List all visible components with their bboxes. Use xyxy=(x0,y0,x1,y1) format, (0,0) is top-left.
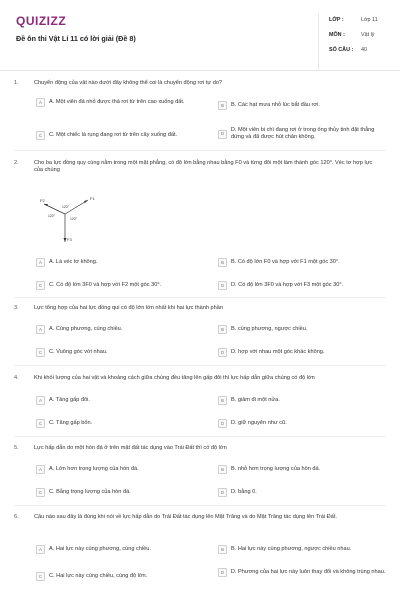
option-a-text: A. Cùng phương, cùng chiều. xyxy=(49,325,123,332)
option-c-text: C. Vuông góc với nhau. xyxy=(49,348,108,355)
option-d-text: D. Một viên bi chì đang rơi ở trong ống thủy tinh đặt thẳng đứng và đã được hút chân không. xyxy=(230,127,375,141)
option-c-text: C. Hai lực này cùng chiều, cùng độ lớn. xyxy=(49,572,148,579)
option-b-text: B. cùng phương, ngược chiều. xyxy=(231,325,308,332)
divider xyxy=(14,505,386,506)
option-d-box: D xyxy=(218,348,227,357)
option-a[interactable] xyxy=(36,258,97,267)
option-b-box: B xyxy=(218,396,227,405)
option-b-text: B. giảm đi một nửa. xyxy=(231,396,280,403)
option-c-text: C. Tăng gấp bốn. xyxy=(49,419,93,426)
option-d-box: D xyxy=(218,488,227,497)
option-b-text: B. Hai lực này cùng phương, ngược chiều nhau. xyxy=(231,545,352,552)
option-b-box: B xyxy=(218,325,227,334)
option-c-box: C xyxy=(36,488,45,497)
meta-class-label: LỚP : xyxy=(329,17,344,24)
label-f1: F1 xyxy=(90,196,95,201)
option-b-box: B xyxy=(218,545,227,554)
force-diagram xyxy=(40,192,110,246)
option-c-text: C. Có độ lớn 3F0 và hợp với F2 một góc 30°. xyxy=(49,281,162,288)
meta-subject-label: MÔN : xyxy=(329,32,345,39)
question-number: 1. xyxy=(14,80,19,86)
option-c-box: C xyxy=(36,281,45,290)
option-c[interactable] xyxy=(36,419,92,428)
divider xyxy=(14,365,386,366)
arrowhead-icon xyxy=(84,200,88,203)
option-c-box: C xyxy=(36,348,45,357)
question-text: Chuyển động của vật nào dưới đây không thể coi là chuyển động rơi tự do? xyxy=(34,80,223,86)
page-header xyxy=(0,0,400,71)
question-number: 2. xyxy=(14,160,19,166)
option-d-box: D xyxy=(218,419,227,428)
question-number: 4. xyxy=(14,375,19,381)
question-text: Khi khối lượng của hai vật và khoảng cách giữa chúng đều tăng lên gấp đôi thì lực hấp dẫn giữa chúng có độ lớn xyxy=(34,375,315,381)
option-d-box: D xyxy=(218,281,227,290)
option-a[interactable] xyxy=(36,396,90,405)
option-a[interactable] xyxy=(36,465,139,474)
option-c-text: C. Bằng trọng lượng của hòn đá. xyxy=(49,488,131,495)
option-b-box: B xyxy=(218,101,227,110)
option-a[interactable] xyxy=(36,98,206,107)
option-b[interactable] xyxy=(218,325,307,334)
option-a-text: A. Là véc tơ không. xyxy=(49,258,98,265)
meta-count-value: 40 xyxy=(361,47,367,54)
page-title: Đề ôn thi Vật Lí 11 có lời giải (Đề 8) xyxy=(16,34,136,43)
quizizz-logo: QUIZIZZ xyxy=(16,14,67,28)
option-d[interactable] xyxy=(218,281,343,290)
option-a-box: A xyxy=(36,545,45,554)
meta-subject xyxy=(329,29,399,43)
meta-question-count xyxy=(329,44,399,58)
option-b-box: B xyxy=(218,465,227,474)
option-d-box: D xyxy=(218,130,227,139)
divider xyxy=(14,436,386,437)
option-b-box: B xyxy=(218,258,227,267)
option-a-box: A xyxy=(36,258,45,267)
option-d[interactable] xyxy=(218,568,388,577)
option-a-text: A. Một viên đá nhỏ được thả rơi từ trên cao xuống đất. xyxy=(49,98,185,105)
question-text: Câu nào sau đây là đúng khi nói về lực hấp dẫn do Trái Đất tác dụng lên Mặt Trăng và do Mặt Trăng tác dụng lên Trái Đất. xyxy=(34,514,337,520)
meta-class-value: Lớp 11 xyxy=(361,17,378,24)
option-c[interactable] xyxy=(36,348,108,357)
option-b-text: B. Có độ lớn F0 và hợp với F1 một góc 30°. xyxy=(231,258,340,265)
angle-label: 120° xyxy=(70,217,78,221)
option-b[interactable] xyxy=(218,258,340,267)
option-d[interactable] xyxy=(218,419,287,428)
option-d-text: D. Có độ lớn 3F0 và hợp với F3 một góc 30°. xyxy=(231,281,344,288)
question-number: 5. xyxy=(14,445,19,451)
angle-label: 120° xyxy=(48,214,56,218)
option-a-text: A. Hai lực này cùng phương, cùng chiều. xyxy=(49,545,151,552)
label-f3: F3 xyxy=(67,237,72,242)
divider xyxy=(14,150,386,151)
question-text: Lực tổng hợp của hai lực đồng qui có độ lớn lớn nhất khi hai lực thành phần xyxy=(34,305,223,311)
option-c[interactable] xyxy=(36,488,131,497)
option-a-text: A. Lớn hơn trọng lượng của hòn đá. xyxy=(49,465,139,472)
option-c[interactable] xyxy=(36,281,161,290)
question-text: Lực hấp dẫn do một hòn đá ở trên mặt đất tác dụng vào Trái Đất thì có độ lớn xyxy=(34,445,227,451)
option-a-box: A xyxy=(36,465,45,474)
option-a-box: A xyxy=(36,325,45,334)
option-a-text: A. Tăng gấp đôi. xyxy=(49,396,90,403)
meta-count-label: SỐ CÂU : xyxy=(329,47,354,54)
question-number: 6. xyxy=(14,514,19,520)
option-a-box: A xyxy=(36,98,45,107)
option-b[interactable] xyxy=(218,396,280,405)
option-d-text: D. bằng 0. xyxy=(231,488,257,495)
option-b[interactable] xyxy=(218,465,320,474)
option-d[interactable] xyxy=(218,488,257,497)
option-c[interactable] xyxy=(36,572,147,581)
meta-panel xyxy=(318,14,399,70)
option-d[interactable] xyxy=(218,127,388,142)
option-c-box: C xyxy=(36,419,45,428)
option-d-text: D. giữ nguyên như cũ. xyxy=(231,419,287,426)
option-a-box: A xyxy=(36,396,45,405)
meta-class xyxy=(329,14,399,28)
question-number: 3. xyxy=(14,305,19,311)
option-b[interactable] xyxy=(218,101,320,110)
option-d-box: D xyxy=(218,568,227,577)
option-a[interactable] xyxy=(36,545,151,554)
meta-subject-value: Vật lý xyxy=(361,32,375,39)
option-d-text: D. Phương của hai lực này luôn thay đổi và không trùng nhau. xyxy=(230,568,386,575)
option-c-box: C xyxy=(36,131,45,140)
option-c-box: C xyxy=(36,572,45,581)
angle-label: 120° xyxy=(62,205,70,209)
option-a[interactable] xyxy=(36,325,122,334)
option-b-text: B. Các hạt mưa nhỏ lúc bắt đầu rơi. xyxy=(231,101,320,108)
option-d-text: D. hợp với nhau một góc khác không. xyxy=(231,348,325,355)
option-c[interactable] xyxy=(36,131,177,140)
label-f2: F2 xyxy=(40,198,45,203)
option-d[interactable] xyxy=(218,348,324,357)
divider xyxy=(14,297,386,298)
option-b-text: B. nhỏ hơn trọng lượng của hòn đá. xyxy=(231,465,321,472)
question-text: Cho ba lực đồng quy cùng nằm trong một mặt phẳng, có độ lớn bằng nhau bằng F0 và từng đôi một làm thành góc 120°. Véc tơ hợp lực của chúng xyxy=(34,160,373,174)
option-b[interactable] xyxy=(218,545,351,554)
option-c-text: C. Một chiếc lá rụng đang rơi từ trên cây xuống đất. xyxy=(49,131,178,138)
